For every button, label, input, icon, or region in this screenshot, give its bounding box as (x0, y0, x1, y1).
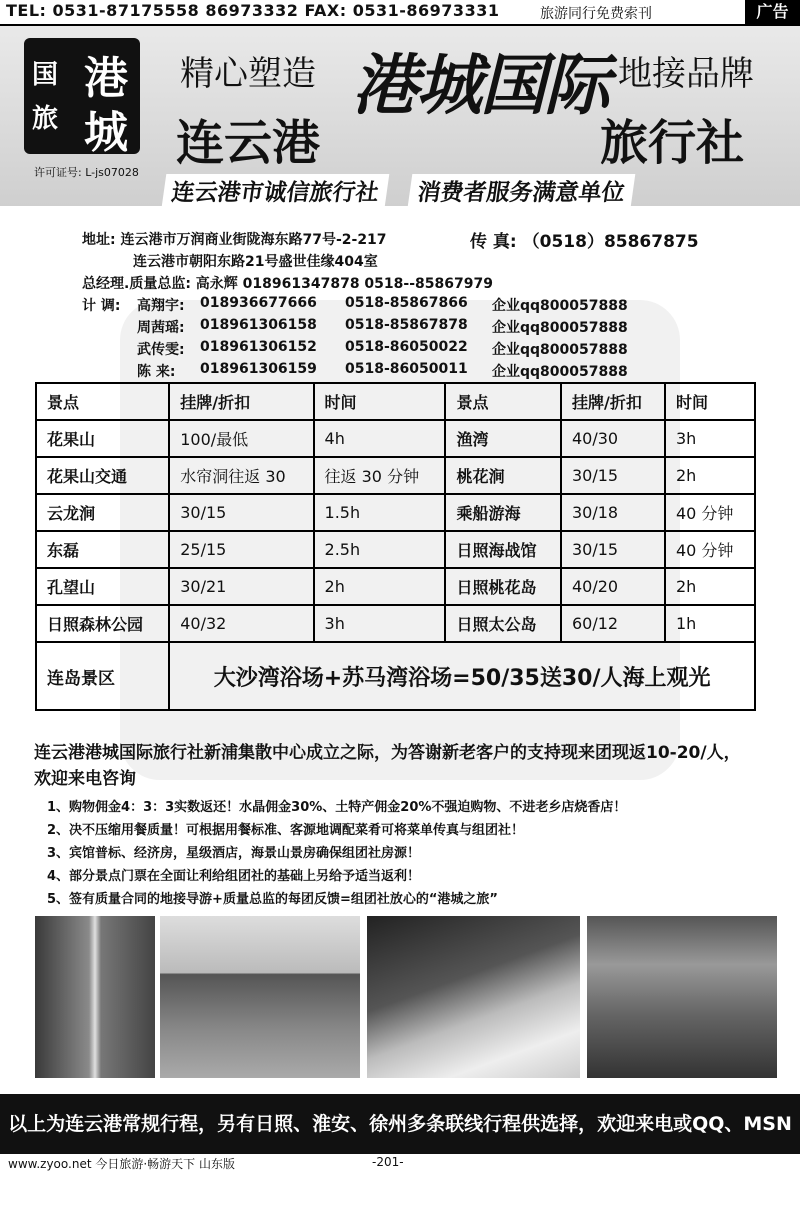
staff-phone: 0518-85867878 (345, 317, 468, 333)
page-footer (0, 1154, 800, 1171)
note-item: 3、宾馆普标、经济房，星级酒店，海景山景房确保组团社房源！ (47, 846, 421, 861)
staff-qq: 企业qq800057888 (492, 298, 628, 314)
staff-name: 武传雯: (137, 342, 185, 358)
logo-char-3: 国 (32, 60, 59, 90)
table-cell: 花果山交通 (36, 457, 169, 494)
table-cell: 日照桃花岛 (445, 568, 560, 605)
table-cell: 2.5h (314, 531, 446, 568)
note-item: 2、决不压缩用餐质量！可根据用餐标准、客源地调配菜肴可将菜单传真与组团社！ (47, 823, 525, 838)
table-cell: 花果山 (36, 420, 169, 457)
manager-line: 总经理.质量总监: 高永辉 018961347878 0518--85867979 (82, 276, 493, 292)
staff-name: 陈 来: (137, 364, 176, 380)
staff-mobile: 018936677666 (200, 295, 317, 311)
table-cell: 日照太公岛 (445, 605, 560, 642)
staff-phone: 0518-86050022 (345, 339, 468, 355)
table-cell: 60/12 (561, 605, 665, 642)
table-cell: 25/15 (169, 531, 313, 568)
island-offer: 大沙湾浴场+苏马湾浴场=50/35送30/人海上观光 (169, 642, 755, 710)
staff-mobile: 018961306159 (200, 361, 317, 377)
ad-badge: 广告 (745, 0, 800, 24)
table-row (36, 568, 755, 605)
table-cell: 1h (665, 605, 755, 642)
staff-mobile: 018961306158 (200, 317, 317, 333)
table-cell: 30/21 (169, 568, 313, 605)
table-cell: 日照海战馆 (445, 531, 560, 568)
note-item: 5、签有质量合同的地接导游+质量总监的每团反馈=组团社放心的“港城之旅” (47, 892, 498, 907)
table-header: 景点 (36, 383, 169, 420)
city-title: 连云港 (176, 115, 321, 171)
table-row (36, 642, 755, 710)
table-cell: 4h (314, 420, 446, 457)
dispatch-label: 计 调: (82, 298, 121, 314)
table-cell: 2h (665, 568, 755, 605)
table-cell: 100/最低 (169, 420, 313, 457)
table-row (36, 420, 755, 457)
logo-char-4: 旅 (32, 104, 59, 134)
table-header: 挂牌/折扣 (169, 383, 313, 420)
staff-qq: 企业qq800057888 (492, 320, 628, 336)
honor-badge-2: 消费者服务满意单位 (408, 174, 636, 207)
table-cell: 40/20 (561, 568, 665, 605)
table-cell: 孔望山 (36, 568, 169, 605)
table-cell: 渔湾 (445, 420, 560, 457)
table-header: 时间 (314, 383, 446, 420)
slogan-right: 地接品牌 (618, 54, 754, 94)
table-cell: 日照森林公园 (36, 605, 169, 642)
table-cell: 2h (314, 568, 446, 605)
island-label: 连岛景区 (36, 642, 169, 710)
staff-phone: 0518-85867866 (345, 295, 468, 311)
table-cell: 40 分钟 (665, 531, 755, 568)
table-cell: 40/30 (561, 420, 665, 457)
price-table (35, 382, 756, 711)
honor-badge-1: 连云港市诚信旅行社 (162, 174, 390, 207)
free-index-label: 旅游同行免费索刊 (540, 6, 652, 22)
table-cell: 30/15 (561, 531, 665, 568)
page-number: -201- (372, 1155, 404, 1169)
promo-intro: 连云港港城国际旅行社新浦集散中心成立之际，为答谢新老客户的支持现来团现返10-20/人，欢迎来电咨询 (34, 743, 741, 789)
table-row (36, 531, 755, 568)
table-header: 挂牌/折扣 (561, 383, 665, 420)
table-cell: 乘船游海 (445, 494, 560, 531)
park-photo (587, 916, 777, 1078)
table-cell: 桃花涧 (445, 457, 560, 494)
table-header-row (36, 383, 755, 420)
logo-char-1: 港 (84, 53, 128, 104)
table-cell: 30/15 (561, 457, 665, 494)
waterfall-photo (35, 916, 155, 1078)
top-contact-strip (0, 0, 800, 26)
table-row (36, 605, 755, 642)
table-cell: 3h (665, 420, 755, 457)
table-cell: 30/18 (561, 494, 665, 531)
table-cell: 2h (665, 457, 755, 494)
staff-phone: 0518-86050011 (345, 361, 468, 377)
note-item: 4、部分景点门票在全面让利给组团社的基础上另给予适当返利！ (47, 869, 421, 884)
table-cell: 40 分钟 (665, 494, 755, 531)
top-tel-fax: TEL: 0531-87175558 86973332 FAX: 0531-86973331 (6, 1, 500, 20)
table-cell: 30/15 (169, 494, 313, 531)
staff-qq: 企业qq800057888 (492, 364, 628, 380)
table-row (36, 457, 755, 494)
address-line-1: 地址: 连云港市万润商业街陇海东路77号-2-217 (82, 232, 387, 248)
table-cell: 水帘洞往返 30 (169, 457, 313, 494)
brand-title: 港城国际 (352, 47, 608, 124)
fax-number: 传 真: （0518）85867875 (470, 232, 699, 252)
staff-mobile: 018961306152 (200, 339, 317, 355)
table-cell: 往返 30 分钟 (314, 457, 446, 494)
logo-char-2: 城 (84, 107, 128, 158)
header-banner (0, 26, 800, 206)
table-header: 时间 (665, 383, 755, 420)
slogan-left: 精心塑造 (180, 54, 316, 94)
bottom-banner: 以上为连云港常规行程，另有日照、淮安、徐州多条联线行程供选择，欢迎来电或QQ、MSN咨询！ (0, 1094, 800, 1154)
table-row (36, 494, 755, 531)
table-cell: 云龙涧 (36, 494, 169, 531)
staff-name: 高翔宇: (137, 298, 185, 314)
table-cell: 东磊 (36, 531, 169, 568)
beach-photo (367, 916, 580, 1078)
table-cell: 1.5h (314, 494, 446, 531)
table-header: 景点 (445, 383, 560, 420)
address-line-2: 连云港市朝阳东路21号盛世佳缘404室 (133, 254, 378, 270)
agency-title: 旅行社 (600, 115, 745, 171)
note-item: 1、购物佣金4：3：3实数返还！水晶佣金30%、土特产佣金20%不强迫购物、不进老乡店烧香店！ (47, 800, 627, 815)
gate-photo (160, 916, 360, 1078)
staff-name: 周茜瑶: (137, 320, 185, 336)
license-number: 许可证号: L-js07028 (34, 166, 139, 179)
table-cell: 40/32 (169, 605, 313, 642)
staff-qq: 企业qq800057888 (492, 342, 628, 358)
footer-site: www.zyoo.net 今日旅游·畅游天下 山东版 (8, 1157, 235, 1171)
agency-logo (24, 38, 140, 158)
table-cell: 3h (314, 605, 446, 642)
